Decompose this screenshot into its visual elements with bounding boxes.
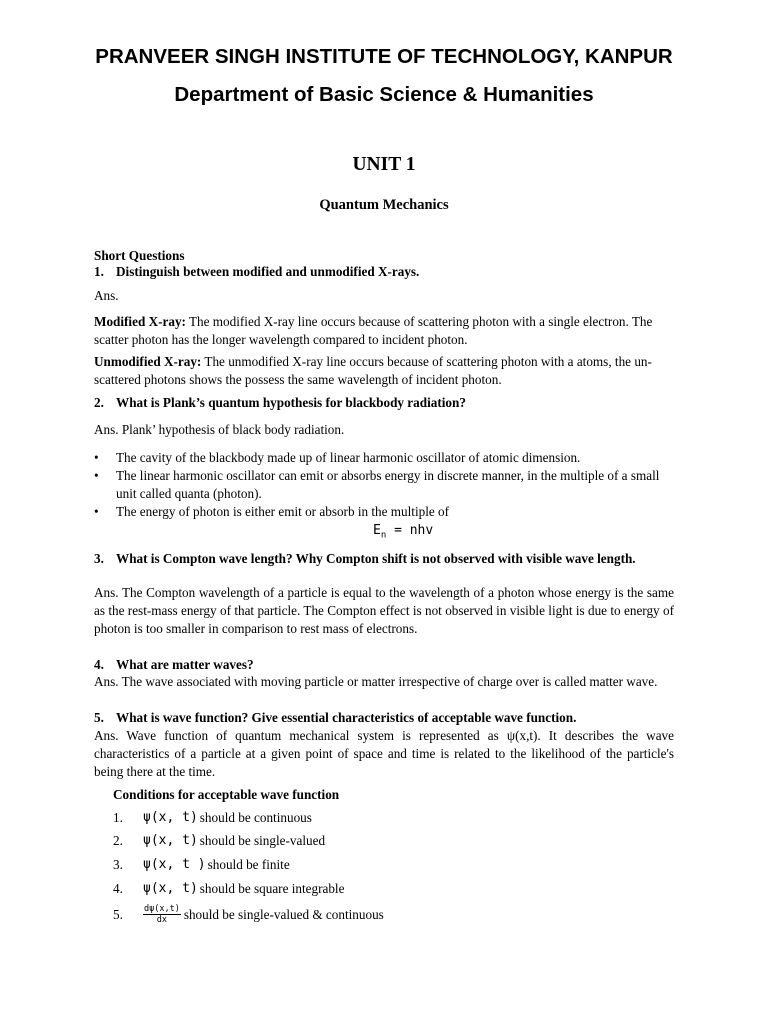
- condition-item: [113, 856, 290, 874]
- question-text: What is Plank’s quantum hypothesis for blackbody radiation?: [116, 395, 466, 410]
- derivative-fraction: [143, 904, 181, 925]
- modified-xray-text: The modified X-ray line occurs because of scattering photon with a single electron. The scatter photon has the longer wavelength compared to incident photon.: [94, 314, 653, 347]
- modified-xray-label: Modified X-ray:: [94, 314, 186, 329]
- wave-function-symbol: ψ(x, t): [143, 810, 198, 825]
- question-1: [94, 263, 674, 281]
- bullet-icon: •: [94, 450, 99, 465]
- bullet-item: [94, 449, 674, 467]
- bullet-icon: •: [94, 504, 99, 519]
- equation-subscript: n: [380, 530, 387, 541]
- answer-intro: Ans. Plank’ hypothesis of black body radiation.: [94, 422, 345, 437]
- modified-xray-paragraph: [94, 313, 674, 349]
- question-number: 4.: [94, 657, 104, 672]
- question-text: What is wave function? Give essential characteristics of acceptable wave function.: [116, 710, 577, 725]
- condition-number: 4.: [113, 881, 123, 896]
- unmodified-xray-label: Unmodified X-ray:: [94, 354, 202, 369]
- unmodified-xray-paragraph: [94, 353, 674, 389]
- equation-lhs: E: [373, 523, 381, 538]
- condition-number: 5.: [113, 906, 123, 922]
- answer-label: Ans.: [94, 288, 119, 303]
- question-number: 1.: [94, 264, 104, 279]
- question-5: [94, 709, 674, 727]
- condition-text: should be square integrable: [199, 881, 345, 896]
- unmodified-xray-text: The unmodified X-ray line occurs because of scattering photon with a atoms, the un-scattered photons shows the possess the same wavelength of incident photon.: [94, 354, 652, 387]
- bullet-text: The energy of photon is either emit or absorb in the multiple of: [116, 504, 450, 519]
- answer-text: Ans. Wave function of quantum mechanical system is represented as ψ(x,t). It describes the wave characteristics of a particle at a given point of space and time is related to the likelihood of the particle's being there at the time.: [94, 728, 674, 779]
- wave-function-symbol: ψ(x, t ): [143, 857, 206, 872]
- institute-title: PRANVEER SINGH INSTITUTE OF TECHNOLOGY, KANPUR: [95, 45, 673, 68]
- condition-text: should be continuous: [199, 810, 312, 825]
- fraction-denominator: dx: [156, 915, 168, 925]
- equation-rhs: = nhv: [386, 523, 434, 538]
- question-text: What are matter waves?: [116, 657, 254, 672]
- wave-function-symbol: ψ(x, t): [143, 881, 198, 896]
- bullet-item: [94, 467, 674, 503]
- question-text: What is Compton wave length? Why Compton shift is not observed with visible wave length.: [116, 551, 636, 566]
- section-title: Short Questions: [94, 248, 185, 263]
- answer-text: Ans. The Compton wavelength of a particle is equal to the wavelength of a photon whose energy is the same as the rest-mass energy of that particle. The Compton effect is not observed in visible light is due to energy of photon is too smaller in comparison to rest mass of electrons.: [94, 585, 674, 636]
- answer-text: Ans. The wave associated with moving particle or matter irrespective of charge over is called matter wave.: [94, 674, 658, 689]
- condition-text: should be single-valued & continuous: [183, 906, 384, 922]
- question-3: [94, 550, 674, 568]
- condition-text: should be finite: [207, 857, 290, 872]
- question-number: 3.: [94, 551, 104, 566]
- bullet-icon: •: [94, 468, 99, 483]
- condition-item: [113, 809, 312, 827]
- unit-heading: UNIT 1: [352, 154, 416, 175]
- question-2: [94, 394, 674, 412]
- condition-item: [113, 832, 325, 850]
- bullet-text: The linear harmonic oscillator can emit or absorbs energy in discrete manner, in the multiple of a small unit called quanta (photon).: [116, 468, 660, 501]
- condition-number: 3.: [113, 857, 123, 872]
- condition-item: [113, 904, 384, 925]
- question-number: 2.: [94, 395, 104, 410]
- department-title: Department of Basic Science & Humanities: [174, 83, 594, 106]
- bullet-text: The cavity of the blackbody made up of linear harmonic oscillator of atomic dimension.: [116, 450, 581, 465]
- energy-equation: [373, 522, 433, 545]
- fraction-numerator: dψ(x,t): [144, 904, 180, 914]
- condition-text: should be single-valued: [199, 833, 326, 848]
- question-text: Distinguish between modified and unmodified X-rays.: [116, 264, 420, 279]
- condition-number: 1.: [113, 810, 123, 825]
- wave-function-symbol: ψ(x, t): [143, 833, 198, 848]
- question-4: [94, 656, 674, 674]
- conditions-heading: Conditions for acceptable wave function: [113, 787, 340, 802]
- condition-item: [113, 880, 344, 898]
- topic-heading: Quantum Mechanics: [319, 197, 449, 213]
- condition-number: 2.: [113, 833, 123, 848]
- bullet-item: [94, 503, 674, 521]
- question-number: 5.: [94, 710, 104, 725]
